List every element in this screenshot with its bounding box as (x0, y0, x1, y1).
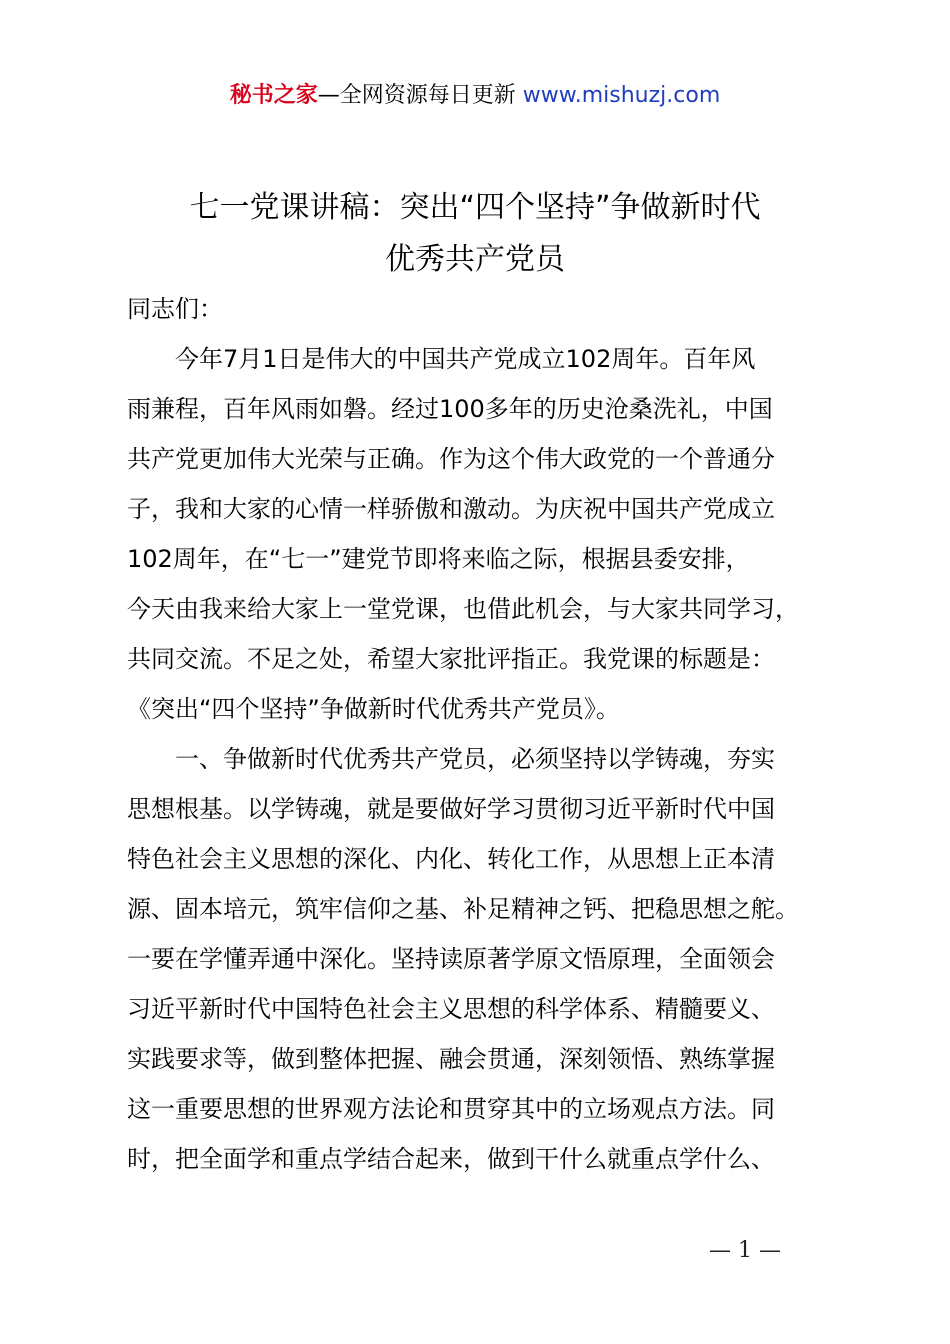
body-line: 共产党更加伟大光荣与正确。作为这个伟大政党的一个普通分 (127, 445, 775, 473)
body-line: 雨兼程，百年风雨如磐。经过100多年的历史沧桑洗礼，中国 (127, 395, 773, 423)
body-line: 一要在学懂弄通中深化。坚持读原著学原文悟原理，全面领会 (127, 945, 775, 973)
body-line: 今年7月1日是伟大的中国共产党成立102周年。百年风 (175, 345, 756, 373)
body-line: 时，把全面学和重点学结合起来，做到干什么就重点学什么、 (127, 1145, 775, 1173)
title-line-2: 优秀共产党员 (385, 242, 565, 277)
body-line: 子，我和大家的心情一样骄傲和激动。为庆祝中国共产党成立 (127, 495, 775, 523)
title-line-1: 七一党课讲稿：突出“四个坚持”争做新时代 (189, 190, 761, 225)
section-heading-line: 一、争做新时代优秀共产党员，必须坚持以学铸魂，夯实 (175, 745, 775, 773)
body-line: 源、固本培元，筑牢信仰之基、补足精神之钙、把稳思想之舵。 (127, 895, 799, 923)
body-line: 实践要求等，做到整体把握、融会贯通，深刻领悟、熟练掌握 (127, 1045, 775, 1073)
body-line: 习近平新时代中国特色社会主义思想的科学体系、精髓要义、 (127, 995, 775, 1023)
brand-name: 秘书之家 (229, 83, 318, 108)
body-line: 思想根基。以学铸魂，就是要做好学习贯彻习近平新时代中国 (127, 795, 775, 823)
document-title (100, 182, 850, 286)
salutation: 同志们： (127, 295, 223, 323)
body-line: 《突出“四个坚持”争做新时代优秀共产党员》。 (127, 695, 620, 723)
site-header (0, 80, 950, 112)
body-line: 特色社会主义思想的深化、内化、转化工作，从思想上正本清 (127, 845, 775, 873)
site-url-link[interactable]: www.mishuzj.com (522, 83, 721, 108)
body-line: 这一重要思想的世界观方法论和贯穿其中的立场观点方法。同 (127, 1095, 775, 1123)
body-line: 共同交流。不足之处，希望大家批评指正。我党课的标题是： (127, 645, 775, 673)
header-tagline: —全网资源每日更新 (317, 83, 516, 108)
document-body (127, 284, 832, 1184)
body-line: 102周年，在“七一”建党节即将来临之际，根据县委安排， (127, 545, 750, 573)
page-number: — 1 — (709, 1238, 781, 1263)
body-line: 今天由我来给大家上一堂党课，也借此机会，与大家共同学习， (127, 595, 799, 623)
